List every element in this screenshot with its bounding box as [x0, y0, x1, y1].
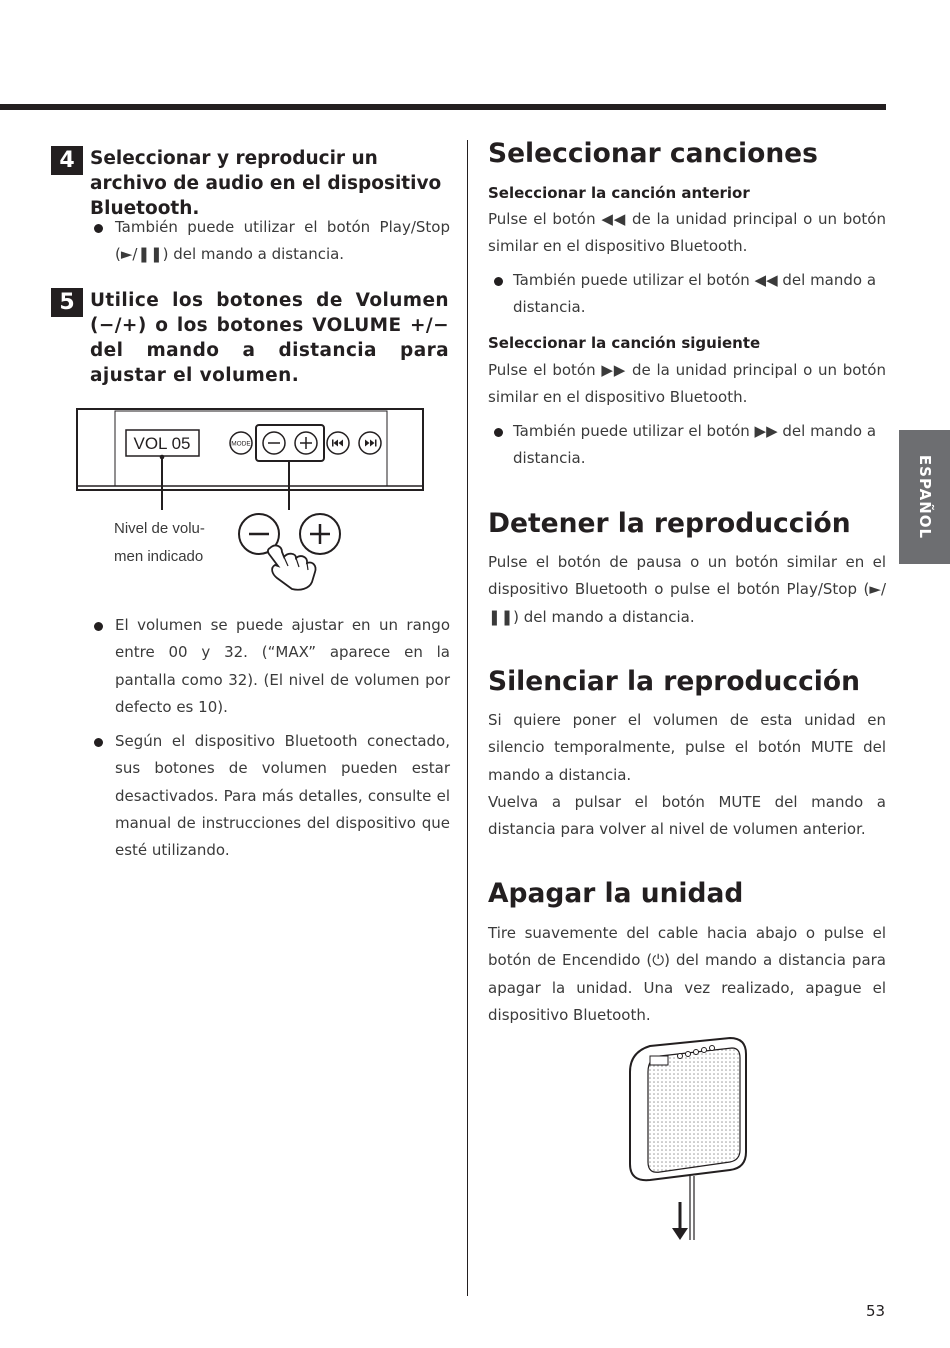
- select-songs-heading: Seleccionar canciones: [488, 138, 818, 169]
- mode-button-label: MODE: [231, 440, 251, 448]
- volume-range-note: El volumen se puede ajustar en un rango entre 00 y 32. (“MAX” aparece en la pantalla como 32). (El nivel de volumen por defecto es 10).: [94, 612, 450, 721]
- next-song-text: Pulse el botón ▶▶ de la unidad principal o un botón similar en el dispositivo Bluetooth.: [488, 361, 886, 407]
- power-off-heading: Apagar la unidad: [488, 878, 744, 909]
- mode-button: [230, 432, 252, 454]
- step-4-title: Seleccionar y reproducir un archivo de audio en el dispositivo Bluetooth.: [90, 148, 442, 219]
- mute-playback-text-2: Vuelva a pulsar el botón MUTE del mando a distancia para volver al nivel de volumen anterior.: [488, 793, 886, 839]
- step-4-bullets: [94, 214, 450, 276]
- previous-song-text: Pulse el botón ◀◀ de la unidad principal o un botón similar en el dispositivo Bluetooth.: [488, 210, 886, 256]
- volume-up-button: [295, 432, 317, 454]
- previous-song-bullets: [494, 267, 886, 322]
- pressing-hand-icon: [268, 545, 316, 589]
- step-4-number: 4: [51, 146, 83, 175]
- step-5-number: 5: [51, 288, 83, 317]
- large-plus-icon: [300, 514, 340, 554]
- step-4-bullet: También puede utilizar el botón Play/Stop (►/❚❚) del mando a distancia.: [94, 214, 450, 269]
- figure-caption-line-2: men indicado: [114, 548, 204, 565]
- step-4: [51, 146, 449, 221]
- speaker-illustration: [620, 1032, 760, 1247]
- next-track-button: [359, 432, 381, 454]
- step-5: [51, 288, 449, 388]
- next-song-bullet: También puede utilizar el botón ▶▶ del mando a distancia.: [494, 418, 886, 473]
- figure-caption-line-1: Nivel de volu-: [114, 520, 205, 537]
- power-off-text: Tire suavemente del cable hacia abajo o pulse el botón de Encendido (⏻) del mando a distancia para apagar la unidad. Una vez realizado, apague el dispositivo Bluetooth.: [488, 924, 886, 1024]
- volume-notes: [94, 612, 450, 872]
- volume-display: [126, 430, 199, 456]
- previous-song-bullet: También puede utilizar el botón ◀◀ del mando a distancia.: [494, 267, 886, 322]
- next-song-subheading: Seleccionar la canción siguiente: [488, 334, 761, 352]
- volume-display-text: VOL 05: [133, 434, 191, 453]
- previous-track-button: [327, 432, 349, 454]
- page-number: 53: [866, 1302, 886, 1320]
- stop-playback-text: Pulse el botón de pausa o un botón similar en el dispositivo Bluetooth o pulse el botón Play/Stop (►/❚❚) del mando a distancia.: [488, 553, 886, 626]
- volume-figure: [70, 400, 440, 600]
- bluetooth-volume-note: Según el dispositivo Bluetooth conectado, sus botones de volumen pueden estar desactivados. Para más detalles, consulte el manual de instrucciones del dispositivo que esté utilizando.: [94, 728, 450, 864]
- language-tab-label: ESPAÑOL: [915, 454, 934, 540]
- step-5-title: Utilice los botones de Volumen (−/+) o los botones VOLUME +/− del mando a distancia para ajustar el volumen.: [90, 290, 449, 386]
- stop-playback-heading: Detener la reproducción: [488, 508, 851, 539]
- volume-down-button: [263, 432, 285, 454]
- mute-playback-heading: Silenciar la reproducción: [488, 666, 860, 697]
- column-divider: [467, 140, 468, 1296]
- language-tab: [899, 430, 950, 564]
- next-song-bullets: [494, 418, 886, 473]
- mute-playback-text-1: Si quiere poner el volumen de esta unidad en silencio temporalmente, pulse el botón MUTE del mando a distancia.: [488, 711, 886, 784]
- top-rule: [0, 104, 886, 110]
- previous-song-subheading: Seleccionar la canción anterior: [488, 184, 750, 202]
